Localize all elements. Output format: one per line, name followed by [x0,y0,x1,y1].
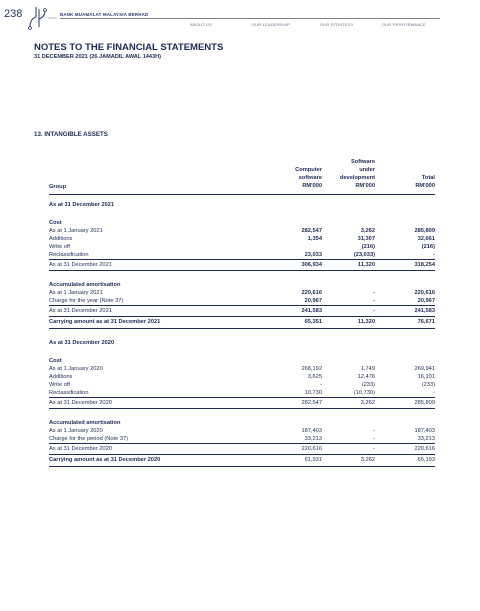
nav-our-performance[interactable]: OUR PERFORMANCE [382,22,427,27]
nav-our-strategy[interactable]: OUR STRATEGY [320,22,354,27]
table-header [49,156,435,190]
cost-total-row-2021: As at 31 December 2021 306,934 11,320 318,254 [49,262,435,268]
year-heading-2020: As at 31 December 2020 [49,340,115,346]
document-title: NOTES TO THE FINANCIAL STATEMENTS [34,42,224,53]
table-row: Additions 3,625 12,476 16,101 [49,374,435,380]
carrying-amount-row-2021: Carrying amount as at 31 December 2021 65,351 11,320 76,671 [49,319,435,325]
table-row: Reclassification 23,033 (23,033) - [49,252,435,258]
table-row: Additions 1,354 31,307 32,661 [49,236,435,242]
col-total-header: Total RM'000 [415,175,435,189]
intangible-assets-table [49,156,435,467]
carrying-amount-row-2020: Carrying amount as at 31 December 2020 61,931 3,262 65,193 [49,457,435,463]
col-computer-software-header: Computer software RM'000 [295,167,322,189]
row-rule [49,466,435,467]
amortisation-heading-2021: Accumulated amortisation [49,282,121,288]
amortisation-total-row-2021: As at 31 December 2021 241,583 - 241,583 [49,308,435,314]
section-title: 13. INTANGIBLE ASSETS [34,131,108,138]
table-row: Charge for the year (Note 37) 20,967 - 20,967 [49,298,435,304]
table-row: Write off - (233) (233) [49,382,435,388]
document-subtitle: 31 DECEMBER 2021 (26 JAMADIL AWAL 1443H) [34,54,162,60]
page-header [0,0,480,34]
table-row: As at 1 January 2021 282,547 3,262 285,809 [49,228,435,234]
page-number: 238 [4,8,23,20]
nav-about-us[interactable]: ABOUT US [190,22,212,27]
table-row: Charge for the period (Note 37) 33,213 - 33,213 [49,436,435,442]
cost-heading-2020: Cost [49,358,62,364]
table-row: As at 1 January 2021 220,616 - 220,616 [49,290,435,296]
bank-name: BANK MUAMALAT MALAYSIA BERHAD [60,12,149,17]
cost-heading-2021: Cost [49,220,62,226]
col-software-under-development-header: Software under development RM'000 [339,159,375,189]
table-row: Write off (216) (216) [49,244,435,250]
year-heading-2021: As at 31 December 2021 [49,202,115,208]
bank-logo-icon [27,5,57,36]
amortisation-total-row-2020: As at 31 December 2020 220,616 - 220,616 [49,446,435,452]
group-label: Group [49,184,67,190]
table-row: Reclassification 10,730 (10,730) - [49,390,435,396]
header-divider [60,18,440,19]
table-row: As at 1 January 2020 187,403 - 187,403 [49,428,435,434]
table-row: As at 1 January 2020 268,192 1,749 269,941 [49,366,435,372]
nav-our-leadership[interactable]: OUR LEADERSHIP [252,22,291,27]
cost-total-row-2020: As at 31 December 2020 282,547 3,262 285,809 [49,400,435,406]
amortisation-heading-2020: Accumulated amortisation [49,420,121,426]
